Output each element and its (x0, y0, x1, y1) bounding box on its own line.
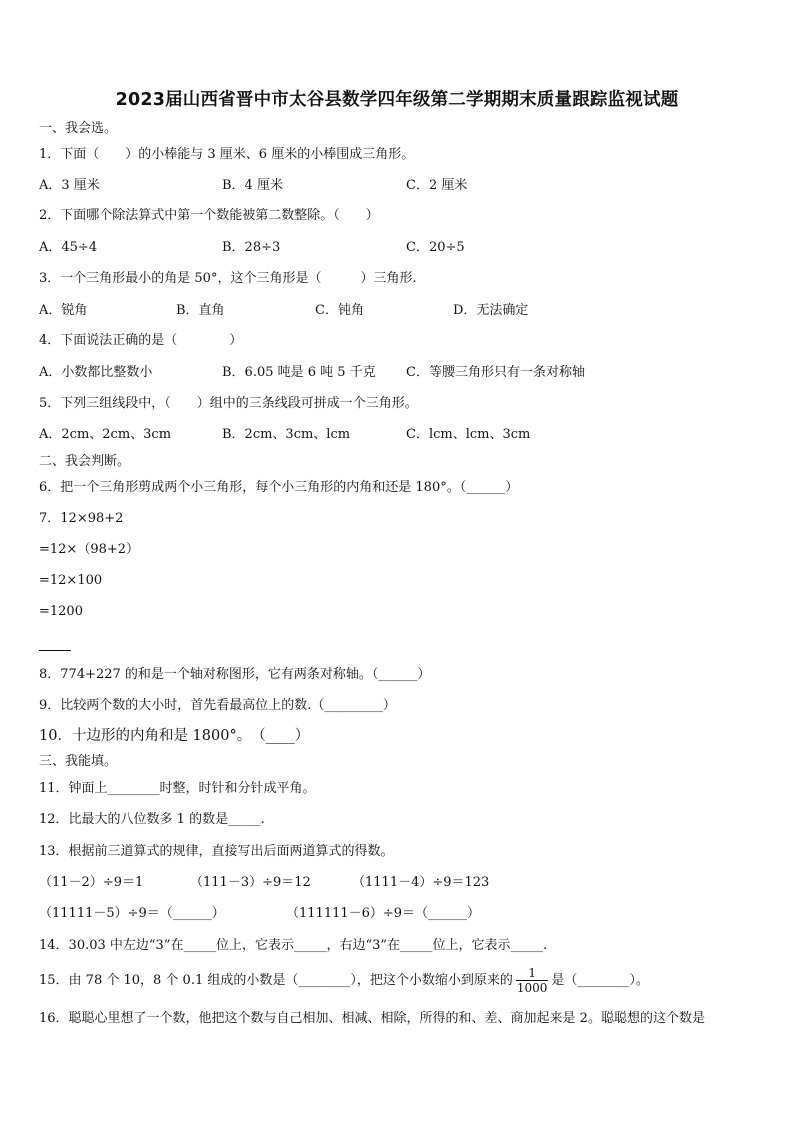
fraction (516, 966, 549, 995)
answer-blank-line (39, 650, 71, 651)
q4-option-c: C．等腰三角形只有一条对称轴 (406, 365, 585, 380)
question-7-line-4: =1200 (39, 604, 83, 619)
q2-option-a: A．45÷4 (39, 240, 98, 255)
question-8: 8．774+227 的和是一个轴对称图形，它有两条对称轴。（______） (39, 667, 431, 682)
q5-option-b: B．2cm、3cm、lcm (222, 427, 351, 442)
q2-option-b: B．28÷3 (222, 240, 281, 255)
q5-option-a: A．2cm、2cm、3cm (39, 427, 172, 442)
fraction-numerator: 1 (528, 966, 536, 980)
section-heading-fill: 三、我能填。 (39, 754, 118, 769)
q3-option-d: D．无法确定 (453, 303, 529, 318)
question-14: 14．30.03 中左边“3”在_____位上，它表示_____，右边“3”在_____位上，它表示_____. (39, 938, 548, 953)
fraction-denominator: 1000 (516, 981, 548, 995)
section-heading-choose: 一、我会选。 (39, 121, 118, 136)
q3-option-a: A．锐角 (39, 303, 88, 318)
q4-option-b: B．6.05 吨是 6 吨 5 千克 (222, 365, 376, 380)
q3-option-b: B．直角 (176, 303, 225, 318)
section-heading-judge: 二、我会判断。 (39, 454, 131, 469)
question-9: 9．比较两个数的大小时，首先看最高位上的数.（_________） (39, 698, 396, 713)
q13-example-2: （111－3）÷9＝12 (190, 875, 311, 890)
q13-example-3: （1111－4）÷9＝123 (352, 875, 490, 890)
q1-option-a: A．3 厘米 (39, 178, 100, 193)
question-13: 13．根据前三道算式的规律，直接写出后面两道算式的得数。 (39, 844, 394, 859)
question-15 (39, 964, 649, 998)
question-4: 4．下面说法正确的是（ ） (39, 333, 243, 348)
question-5: 5．下列三组线段中，（ ）组中的三条线段可拼成一个三角形。 (39, 396, 418, 411)
question-16: 16．聪聪心里想了一个数，他把这个数与自己相加、相减、相除，所得的和、差、商加起来是 2。聪聪想的这个数是 (39, 1011, 705, 1026)
q1-option-c: C．2 厘米 (406, 178, 468, 193)
q3-option-c: C．钝角 (315, 303, 364, 318)
q13-answer-2: （111111－6）÷9＝（______） (286, 906, 481, 921)
question-11: 11．钟面上________时整，时针和分针成平角。 (39, 781, 316, 796)
q1-option-b: B．4 厘米 (222, 178, 283, 193)
question-15-part-1: 15．由 78 个 10，8 个 0.1 组成的小数是（________），把这个小数缩小到原来的 (39, 973, 513, 988)
q4-option-a: A．小数都比整数小 (39, 365, 153, 380)
question-10: 10．十边形的内角和是 1800°。 （____） (39, 728, 310, 744)
question-7-line-3: =12×100 (39, 573, 103, 588)
q5-option-c: C．lcm、lcm、3cm (406, 427, 531, 442)
question-7-line-1: 7．12×98+2 (39, 511, 124, 526)
q13-example-1: （11－2）÷9＝1 (39, 875, 144, 890)
question-2: 2．下面哪个除法算式中第一个数能被第二数整除。（ ） (39, 208, 379, 223)
question-6: 6．把一个三角形剪成两个小三角形，每个小三角形的内角和还是 180°。（______） (39, 480, 519, 495)
question-7-line-2: =12×（98+2） (39, 542, 140, 557)
question-15-part-2: 是（________）。 (551, 973, 649, 988)
q13-answer-1: （11111－5）÷9＝（______） (39, 906, 225, 921)
q2-option-c: C．20÷5 (406, 240, 465, 255)
question-1: 1．下面（ ）的小棒能与 3 厘米、6 厘米的小棒围成三角形。 (39, 147, 415, 162)
page-title: 2023届山西省晋中市太谷县数学四年级第二学期期末质量跟踪监视试题 (115, 90, 679, 110)
question-3: 3．一个三角形最小的角是 50°，这个三角形是（ ）三角形. (39, 271, 417, 286)
question-12: 12．比最大的八位数多 1 的数是_____. (39, 812, 265, 827)
